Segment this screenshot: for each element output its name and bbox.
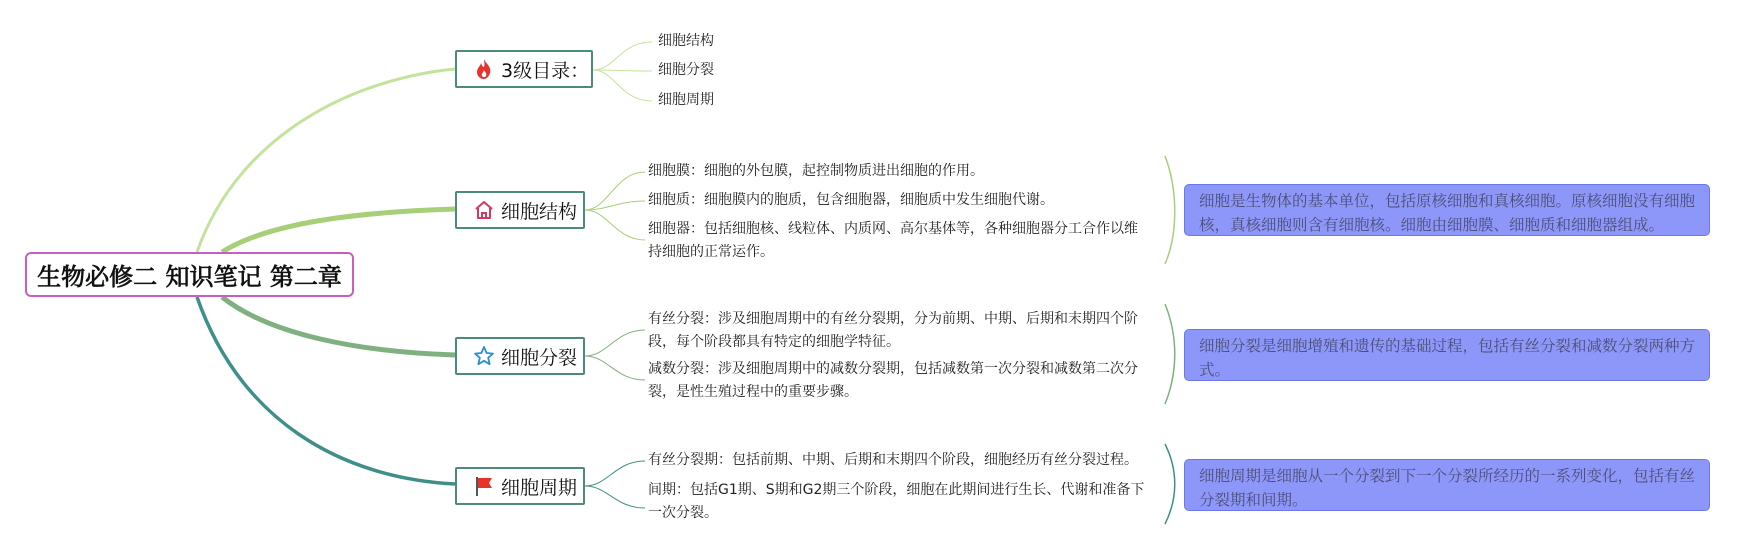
branch-structure[interactable] [455,191,585,229]
summary-cycle-text: 细胞周期是细胞从一个分裂到下一个分裂所经历的一系列变化，包括有丝分裂期和间期。 [1199,467,1696,509]
division-item[interactable]: 减数分裂：涉及细胞周期中的减数分裂期，包括减数第一次分裂和减数第二次分裂，是性生殖过程中的重要步骤。 [648,361,1138,400]
summary-structure[interactable] [1184,184,1710,236]
flag-icon [473,475,495,497]
summary-division[interactable] [1184,329,1710,381]
summary-cycle[interactable] [1184,459,1710,511]
toc-item[interactable]: 细胞分裂 [658,62,714,78]
star-icon [473,345,495,367]
summary-structure-text: 细胞是生物体的基本单位，包括原核细胞和真核细胞。原核细胞没有细胞核，真核细胞则含有细胞核。细胞由细胞膜、细胞质和细胞器组成。 [1199,192,1696,234]
structure-item[interactable]: 细胞器：包括细胞核、线粒体、内质网、高尔基体等，各种细胞器分工合作以维持细胞的正常运作。 [648,221,1138,260]
branch-cycle-label: 细胞周期 [501,476,578,499]
division-item[interactable]: 有丝分裂：涉及细胞周期中的有丝分裂期，分为前期、中期、后期和末期四个阶段，每个阶段都具有特定的细胞学特征。 [648,311,1138,350]
summary-division-text: 细胞分裂是细胞增殖和遗传的基础过程，包括有丝分裂和减数分裂两种方式。 [1199,337,1696,379]
root-title: 生物必修二 知识笔记 第二章 [37,263,342,291]
toc-item[interactable]: 细胞结构 [658,33,714,49]
structure-item[interactable]: 细胞膜：细胞的外包膜，起控制物质进出细胞的作用。 [648,163,984,179]
home-icon [473,199,495,221]
branch-structure-label: 细胞结构 [501,200,578,223]
structure-item[interactable]: 细胞质：细胞膜内的胞质，包含细胞器，细胞质中发生细胞代谢。 [648,192,1054,208]
cycle-item[interactable]: 间期：包括G1期、S期和G2期三个阶段，细胞在此期间进行生长、代谢和准备下一次分裂。 [648,482,1145,521]
branch-division[interactable] [455,337,585,375]
branch-toc-label: 3级目录： [501,59,590,82]
root-topic[interactable] [25,252,354,297]
toc-item[interactable]: 细胞周期 [658,92,714,108]
cycle-item[interactable]: 有丝分裂期：包括前期、中期、后期和末期四个阶段，细胞经历有丝分裂过程。 [648,452,1138,468]
branch-cycle[interactable] [455,467,585,505]
branch-division-label: 细胞分裂 [501,346,578,369]
branch-toc[interactable] [455,50,593,88]
fire-icon [473,58,495,80]
